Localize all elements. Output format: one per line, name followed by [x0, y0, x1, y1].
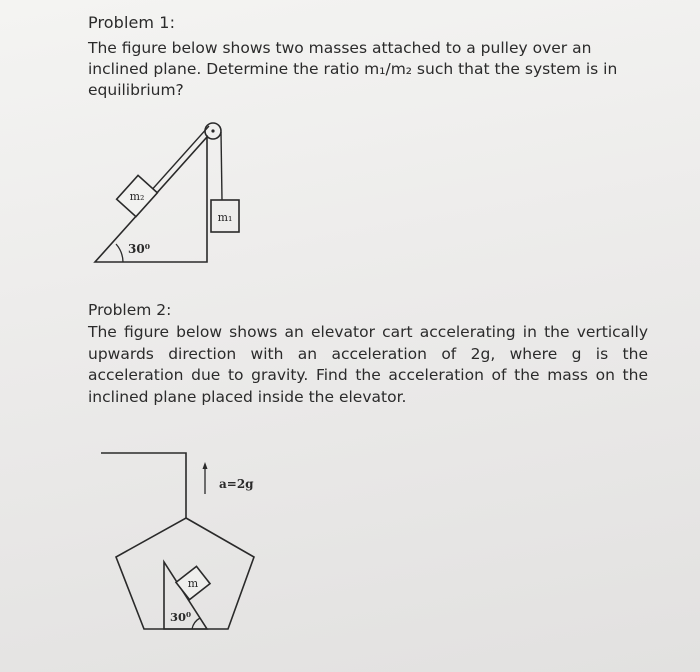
- angle-label-2: 30⁰: [170, 610, 192, 624]
- mass-m1-label: m₁: [217, 211, 233, 224]
- arrow-head-icon: [203, 462, 208, 469]
- mass-m-block: [176, 566, 210, 599]
- problem-2-text: The figure below shows an elevator cart accelerating in the vertically upwards direction with an acceleration of 2g, where g is the acceleration due to gravity. Find the acceleration of the mass on the inclined plane placed inside the elevator.: [88, 323, 648, 406]
- problem-1-text: The figure below shows two masses attached to a pulley over an inclined plane. Determine the ratio m₁/m₂ such that the system is in equilibrium?: [88, 39, 618, 99]
- mass-m-label: m: [187, 577, 199, 590]
- elevator-cable: [101, 453, 186, 518]
- angle-label-1: 30⁰: [128, 242, 150, 256]
- angle-arc-2: [192, 618, 200, 629]
- problem-2-title: Problem 2:: [88, 301, 172, 319]
- acceleration-label: a=2g: [219, 477, 254, 491]
- mass-m2-label: m₂: [129, 190, 145, 203]
- problem-1-title: Problem 1:: [88, 13, 176, 32]
